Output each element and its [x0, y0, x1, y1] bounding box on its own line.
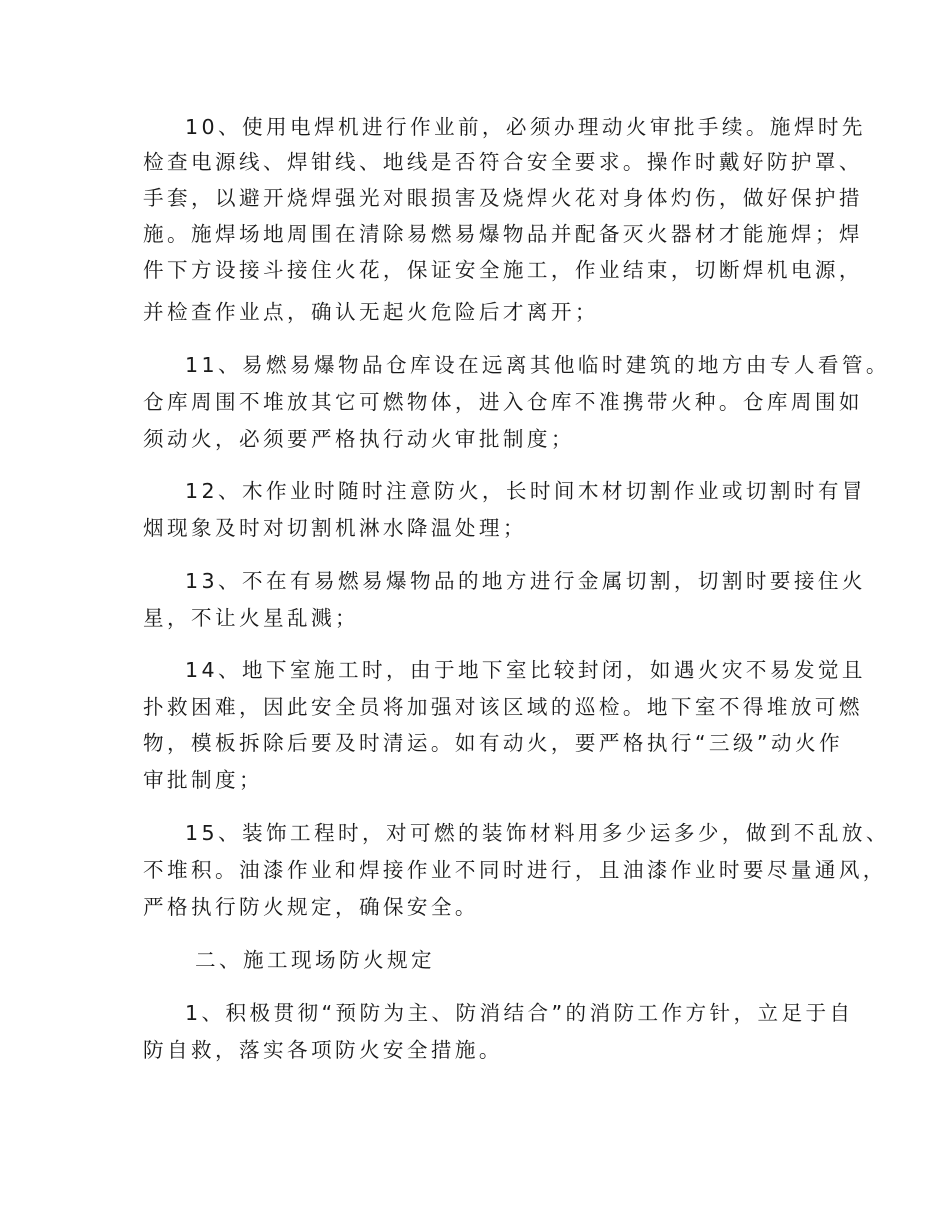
paragraph-line: 并检查作业点，确认无起火危险后才离开； — [143, 300, 599, 324]
paragraph-line: 严格执行防火规定，确保安全。 — [143, 895, 479, 919]
paragraph-line: 14、地下室施工时，由于地下室比较封闭，如遇火灾不易发觉且 — [185, 658, 866, 682]
paragraph-line: 星，不让火星乱溅； — [143, 606, 359, 630]
paragraph-line: 物，模板拆除后要及时清运。如有动火，要严格执行“三级”动火作 — [143, 731, 843, 755]
section-heading: 二、施工现场防火规定 — [195, 948, 435, 972]
paragraph-line: 13、不在有易燃易爆物品的地方进行金属切割，切割时要接住火 — [185, 569, 866, 593]
paragraph-line: 12、木作业时随时注意防火，长时间木材切割作业或切割时有冒 — [185, 479, 866, 503]
paragraph-line: 烟现象及时对切割机淋水降温处理； — [143, 516, 527, 540]
paragraph-line: 手套，以避开烧焊强光对眼损害及烧焊火花对身体灼伤，做好保护措 — [143, 186, 863, 210]
paragraph-line: 扑救困难，因此安全员将加强对该区域的巡检。地下室不得堆放可燃 — [143, 695, 863, 719]
paragraph-line: 不堆积。油漆作业和焊接作业不同时进行，且油漆作业时要尽量通风， — [143, 858, 887, 882]
paragraph-line: 1、积极贯彻“预防为主、防消结合”的消防工作方针，立足于自 — [185, 1001, 854, 1025]
paragraph-line: 检查电源线、焊钳线、地线是否符合安全要求。操作时戴好防护罩、 — [143, 150, 863, 174]
paragraph-line: 件下方设接斗接住火花，保证安全施工，作业结束，切断焊机电源， — [143, 258, 863, 282]
paragraph-line: 11、易燃易爆物品仓库设在远离其他临时建筑的地方由专人看管。 — [185, 353, 890, 377]
paragraph-line: 审批制度； — [143, 768, 263, 792]
paragraph-line: 10、使用电焊机进行作业前，必须办理动火审批手续。施焊时先 — [185, 115, 866, 139]
paragraph-line: 防自救，落实各项防火安全措施。 — [143, 1038, 503, 1062]
paragraph-line: 15、装饰工程时，对可燃的装饰材料用多少运多少，做到不乱放、 — [185, 821, 890, 845]
paragraph-line: 施。施焊场地周围在清除易燃易爆物品并配备灭火器材才能施焊；焊 — [143, 222, 863, 246]
paragraph-line: 须动火，必须要严格执行动火审批制度； — [143, 427, 575, 451]
paragraph-line: 仓库周围不堆放其它可燃物体，进入仓库不准携带火种。仓库周围如 — [143, 390, 863, 414]
